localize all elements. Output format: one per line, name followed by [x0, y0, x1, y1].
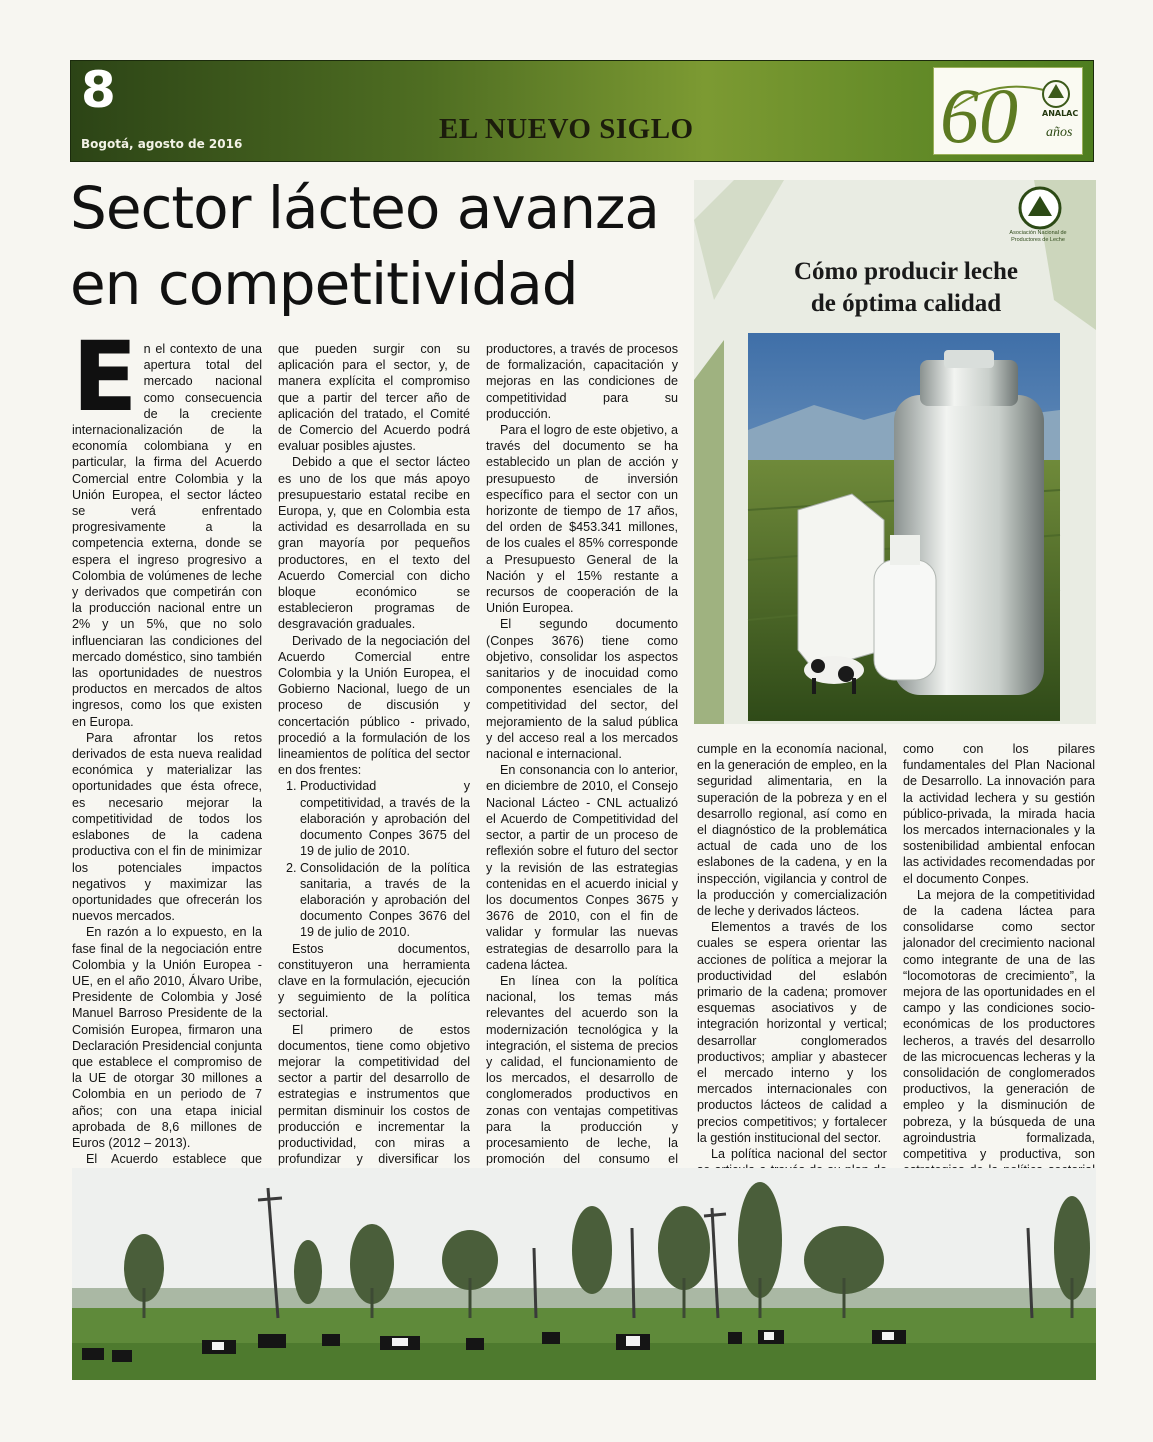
- masthead: EL NUEVO SIGLO: [439, 113, 694, 145]
- paragraph: En línea con la política nacional, los temas más relevantes del acuerdo son la modernización tecnológica y la integración, el sistema de precios y calidad, el funcionamiento de los mercados, el desarrollo de conglomerados productivos en zonas con ventajas competitivas para la producción y procesamiento de leche, la promoción del consumo el: [486, 973, 678, 1167]
- paragraph: El primero de estos documentos, tiene como objetivo mejorar la competitividad del sector a partir del desarrollo de estrategias e instrumentos que permitan disminuir los costos de producción e incrementar la productividad, con miras a profundizar y diversificar los: [278, 1022, 470, 1167]
- article-column-3: [486, 341, 678, 1281]
- article-column-4: [697, 741, 887, 1211]
- headline-line1: Sector lácteo avanza: [70, 174, 659, 242]
- poster-image: [694, 180, 1096, 724]
- article-column-1: [72, 321, 262, 1281]
- poster-title-line2: de óptima calidad: [810, 290, 1002, 317]
- paragraph: que pueden surgir con su aplicación para el sector, y, de manera explícita el compromiso que a partir del tercer año de aplicación del tratado, el Comité de Comercio del Acuerdo podrá evaluar posibles ajustes.: [278, 342, 470, 454]
- headline: [70, 170, 710, 322]
- anniversary-number: 60: [940, 72, 1018, 154]
- drop-cap: E: [72, 321, 138, 433]
- paragraph: La mejora de la competitividad de la cadena láctea para consolidarse como sector jalonador del crecimiento nacional como integrante de una de las “locomotoras de crecimiento”, la mejora de las oportunidades en el campo y las condiciones socio-económicas de los productores lecheros, a través del desarrollo de las microcuencas lecheras y la consolidación de conglomerados productivos, la generación de empleo y la disminución de pobreza, y la búsqueda de una agroindustria formalizada, competitiva y productiva, son: [903, 887, 1095, 1162]
- paragraph: como con los pilares fundamentales del Plan Nacional de Desarrollo. La innovación para la actividad lechera y su gestión público-privada, la mirada hacia los mercados internacionales y la sostenibilidad ambiental enfocan las actividades recomendadas por el documento Conpes.: [903, 742, 1095, 886]
- paragraph: Estos documentos, constituyeron una herramienta clave en la formulación, ejecución y seguimiento de la política sectorial.: [278, 941, 470, 1021]
- paragraph: Para afrontar los retos derivados de esta nueva realidad económica y materializar las oportunidades que ésta ofrece, es necesario mejorar la competitividad de todos los eslabones de la cadena productiva con el fin de minimizar los potenciales impactos negativos y maximizar las oportunidades que ofrecerán los nuevos mercados.: [72, 730, 262, 924]
- paragraph: Derivado de la negociación del Acuerdo Comercial entre Colombia y la Unión Europea, el Gobierno Nacional, luego de un proceso de discusión y concertación público - privado, procedió a la formulación de los lineamientos de política del sector en dos frentes:: [278, 633, 470, 778]
- poster-logo-caption: Asociación Nacional de Productores de Leche: [1009, 230, 1067, 243]
- org-logo-text: ANALAC: [1042, 109, 1079, 118]
- paragraph: El Acuerdo establece que: [86, 1152, 262, 1167]
- paragraph: Elementos a través de los cuales se espera orientar las acciones de política a mejorar la productividad del eslabón primario de la cadena; promover esquemas asociativos y de integración horizontal y vertical; desarrollar conglomerados productivos; ampliar y abastecer el mercado interno y los mercados internacionales con productos lácteos de calidad a precios competitivos; y fortalecer la gestión institucional del sector.: [697, 920, 887, 1145]
- paragraph: La política nacional del sector: [711, 1147, 887, 1162]
- headline-line2: en competitividad: [70, 250, 578, 318]
- pasture-photo: [72, 1168, 1096, 1380]
- page-number: 8: [81, 61, 116, 119]
- paragraph: En razón a lo expuesto, en la fase final de la negociación entre Colombia y la Unión Europea - UE, en el año 2010, Álvaro Uribe, Presidente de Colombia y José Manuel Barroso Presidente de la Comisión Europea, firmaron una Declaración Presidencial conjunta que establece el compromiso de la UE de otorgar 30 millones a Colombia en un periodo de 7 años; con una etapa inicial aprobada de 8,6 millones de Euros (2012 – 2013).: [72, 925, 262, 1150]
- numbered-list: [278, 778, 470, 940]
- list-item: 1. Productividad y competitividad, a través de la elaboración y aprobación del documento Conpes 3675 del 19 de julio de 2010.: [300, 778, 470, 859]
- list-item: 2. Consolidación de la política sanitaria, a través de la elaboración y aprobación del documento Conpes 3676 del 19 de julio de 2010.: [300, 860, 470, 941]
- page-header: [70, 60, 1094, 162]
- poster-title: [706, 256, 1096, 320]
- paragraph: productores, a través de procesos de formalización, capacitación y mejoras en las condiciones de competitividad para su producción.: [486, 342, 678, 421]
- paragraph: Debido a que el sector lácteo es uno de los que más apoyo presupuestario estatal recibe en Europa, y, que en Colombia esta actividad es desarrollada en su gran mayoría por pequeños productores, en el texto del Acuerdo Comercial con dicho bloque económico se establecieron programas de desgravación graduales.: [278, 455, 470, 632]
- paragraph: En el contexto de una apertura total del mercado nacional como consecuencia de la creciente internacionalización de la economía colombiana y en particular, la firma del Acuerdo Comercial entre Colombia y la Unión Europea, el sector lácteo se verá enfrentado progresivamente a la competencia externa, donde se espera el ingreso progresivo a Colombia de volúmenes de leche y derivados que competirán con la producción nacional entre un 2% y un 5%, que no solo influenciaran las condiciones del mercado doméstico, sino también las oportunidades de nuestros productos en mercados de altos ingresos, como los que existen en Europa.: [72, 321, 262, 729]
- paragraph: En consonancia con lo anterior, en diciembre de 2010, el Consejo Nacional Lácteo - CNL actualizó el Acuerdo de Competitividad del sector, a partir de un proceso de reflexión sobre el futuro del sector y la revisión de las estrategias contenidas en el acuerdo inicial y los documentos Conpes 3675 y 3676 de 2010, con el fin de validar y formular las nuevas estrategias de desarrollo para la cadena láctea.: [486, 763, 678, 972]
- anniversary-logo: [933, 67, 1083, 155]
- paragraph: El segundo documento (Conpes 3676) tiene como objetivo, consolidar los aspectos sanitarios y de inocuidad como componentes esenciales de la competitividad del sector, del mejoramiento de la salud pública y del acceso real a los mercados nacional e internacional.: [486, 617, 678, 762]
- poster-title-line1: Cómo producir leche: [793, 258, 1019, 285]
- article-column-2: [278, 341, 470, 1265]
- paragraph: cumple en la economía nacional, en la generación de empleo, en la seguridad alimentaria, en la superación de la pobreza y en el desarrollo regional, así como en el diagnóstico de la problemática actual de cada uno de los eslabones de la cadena, y en la inspección, vigilancia y control de la producción y comercialización de leche y derivados lácteos.: [697, 742, 887, 919]
- dateline: Bogotá, agosto de 2016: [81, 137, 243, 151]
- pasture-illustration: [72, 1168, 1096, 1380]
- article-column-5: [903, 741, 1095, 1211]
- paragraph: Para el logro de este objetivo, a través del documento se ha establecido un plan de acción y presupuesto de inversión específico para el sector con un horizonte de tiempo de 17 años, del orden de $453.341 millones, de los cuales el 85% corresponde a Presupuesto General de la Nación y el 15% restante a recursos de cooperación de la Unión Europea.: [486, 423, 678, 616]
- anniversary-word: años: [1046, 125, 1073, 140]
